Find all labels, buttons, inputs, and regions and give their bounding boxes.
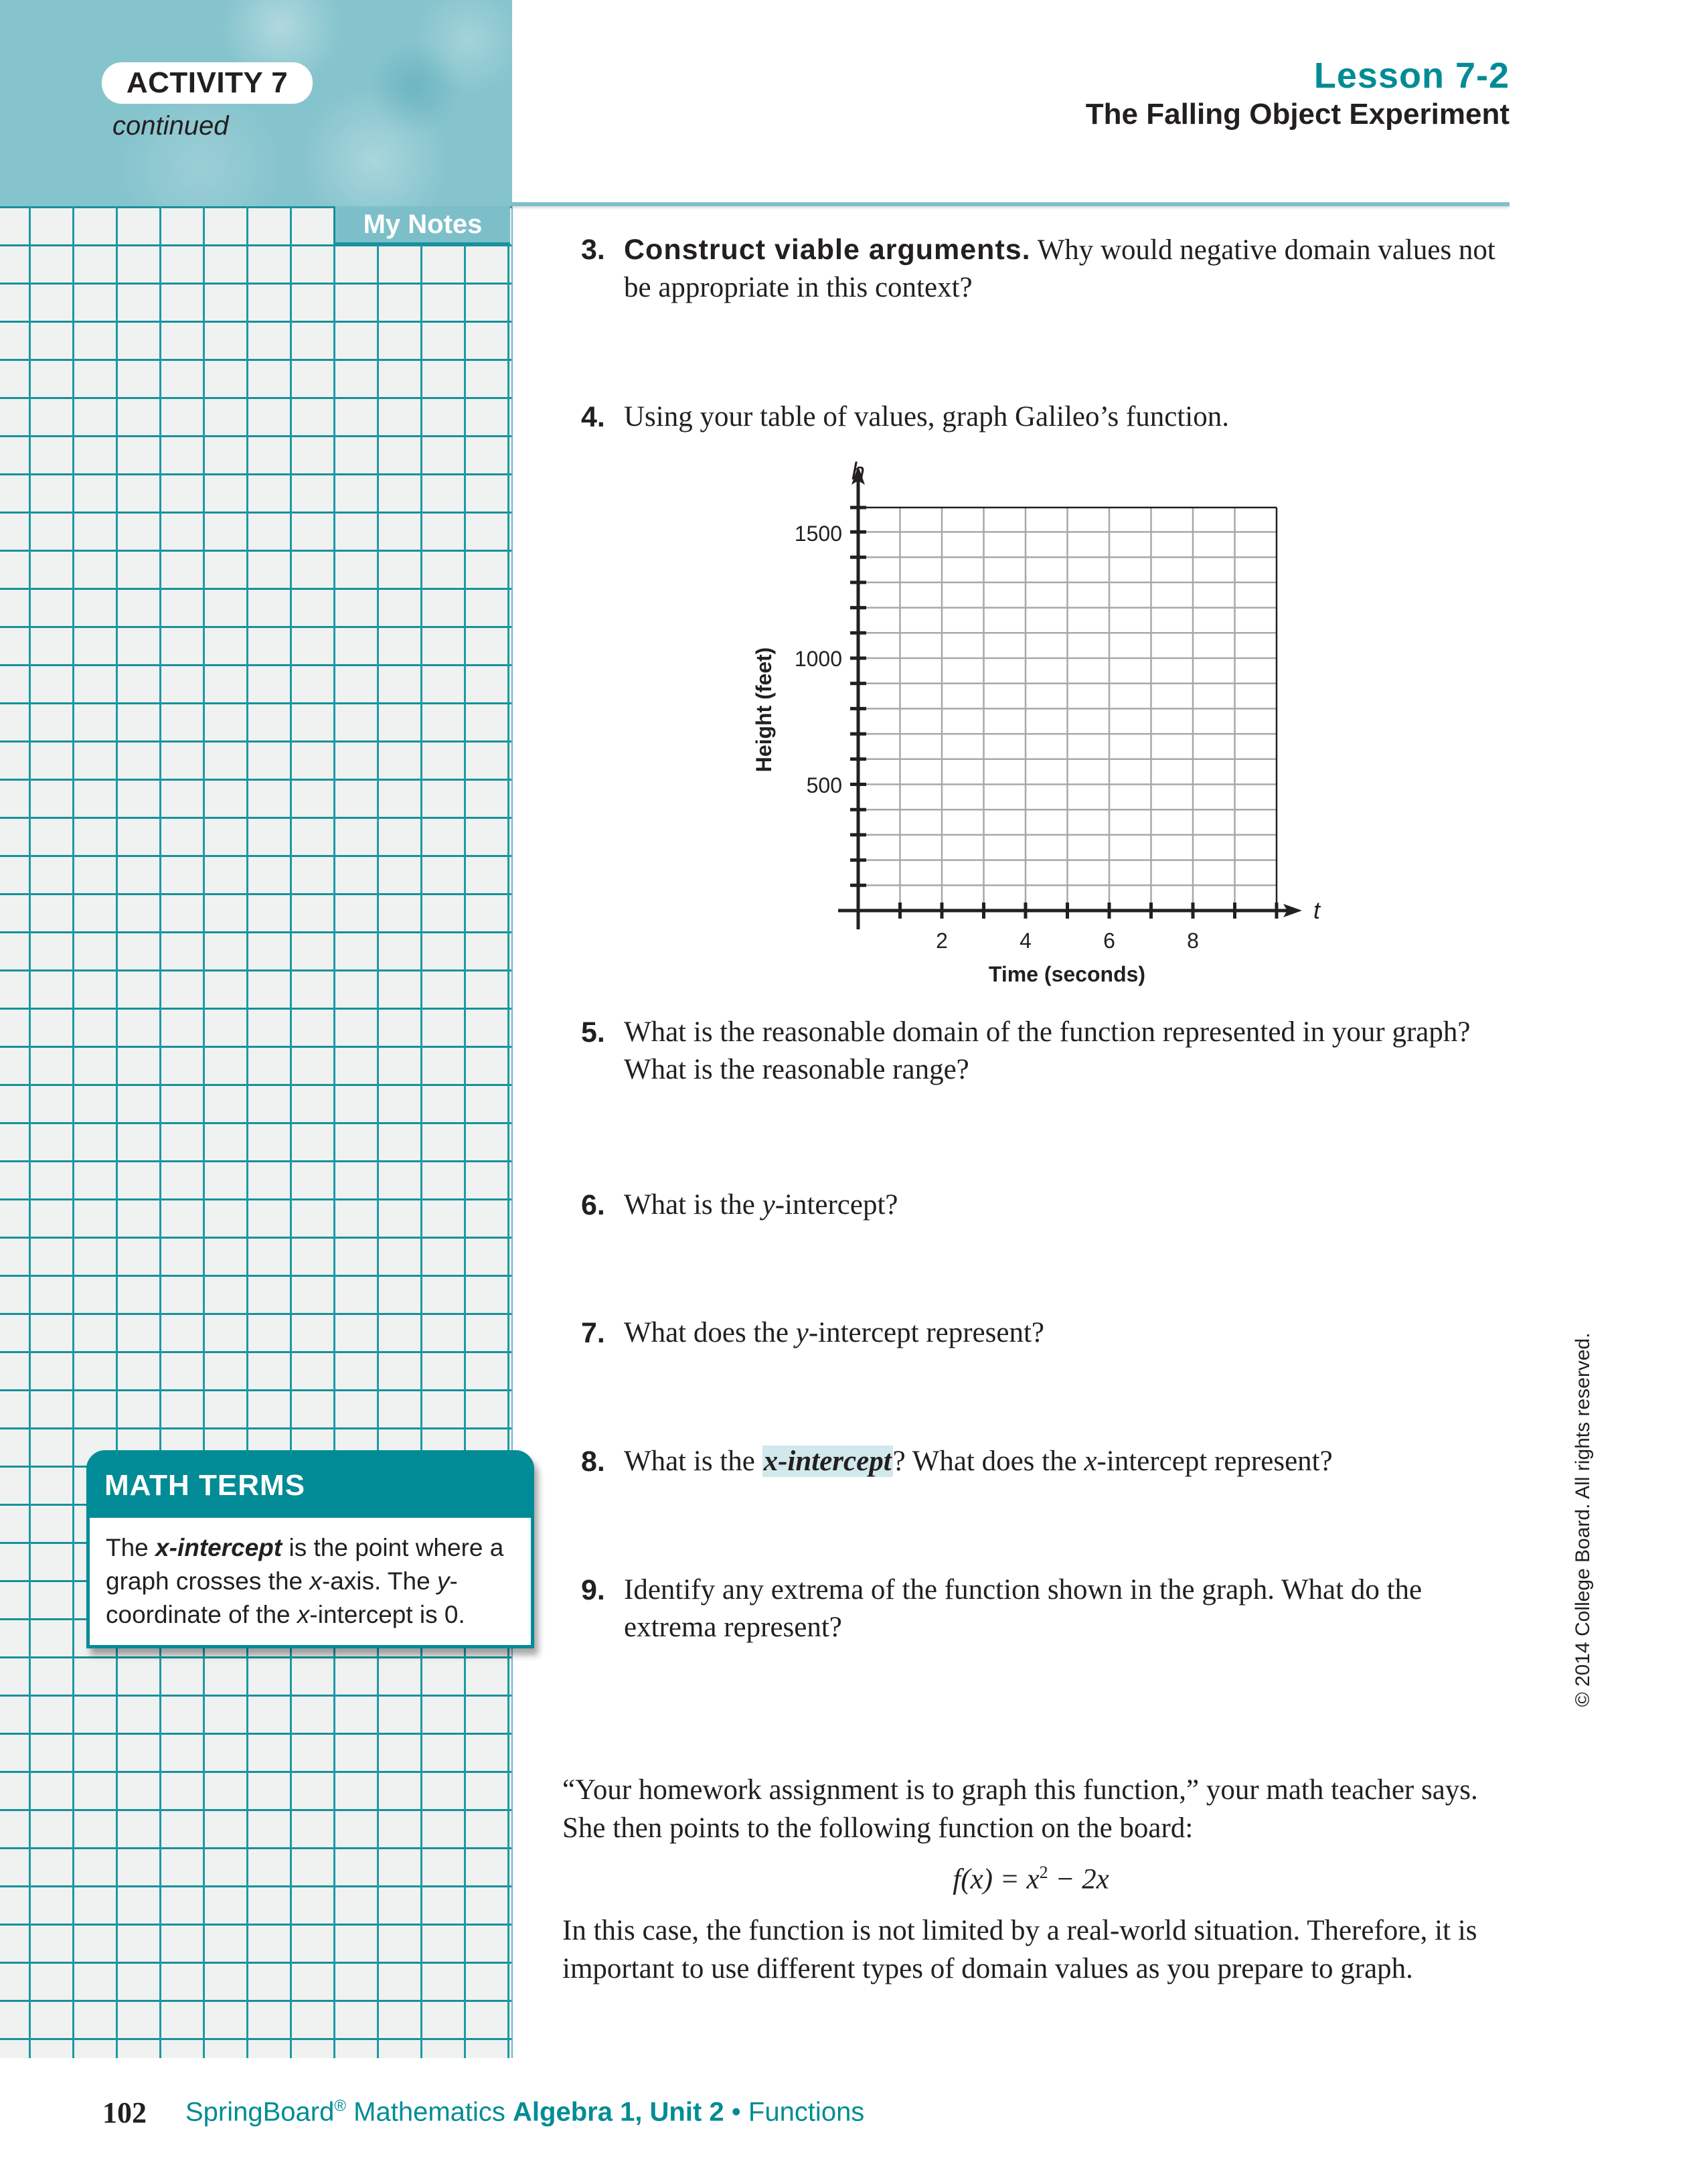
footer-product: Mathematics bbox=[346, 2097, 513, 2127]
page-number: 102 bbox=[102, 2096, 147, 2129]
math-terms-title: MATH TERMS bbox=[90, 1454, 531, 1518]
variable-x: x bbox=[297, 1601, 310, 1628]
formula-rhs: − 2x bbox=[1048, 1863, 1109, 1895]
question-number: 7. bbox=[581, 1317, 605, 1349]
variable-y: y bbox=[762, 1189, 775, 1221]
question-text: What is the bbox=[624, 1446, 762, 1477]
my-notes-grid[interactable] bbox=[0, 206, 513, 2058]
y-tick-label: 1500 bbox=[794, 522, 842, 546]
definition-text: -intercept is 0. bbox=[309, 1601, 465, 1628]
question-lead: Construct viable arguments. bbox=[624, 234, 1031, 266]
h-axis-variable: h bbox=[851, 457, 866, 485]
registered-mark: ® bbox=[334, 2097, 347, 2115]
question-number: 6. bbox=[581, 1189, 605, 1221]
question-text: Identify any extrema of the function shown in the graph. What do the extrema represent? bbox=[624, 1574, 1422, 1643]
lesson-number: Lesson 7-2 bbox=[1313, 56, 1510, 96]
math-terms-box bbox=[86, 1450, 534, 1648]
question-number: 3. bbox=[581, 234, 605, 266]
activity-label: ACTIVITY 7 bbox=[102, 62, 313, 104]
question-8 bbox=[581, 1443, 1505, 1480]
question-text: Using your table of values, graph Galileo’s function. bbox=[624, 401, 1229, 433]
homework-paragraph: “Your homework assignment is to graph this function,” your math teacher says. She then points to the following function on the board: bbox=[562, 1774, 1478, 1844]
footer-brand: SpringBoard bbox=[185, 2097, 335, 2127]
definition-text: is the point where a graph crosses the bbox=[106, 1534, 504, 1595]
height-vs-time-graph[interactable] bbox=[736, 455, 1339, 1004]
question-number: 5. bbox=[581, 1016, 605, 1048]
footer-course: Algebra 1, Unit 2 bbox=[513, 2097, 724, 2127]
continued-label: continued bbox=[112, 111, 229, 141]
question-text: What is the reasonable domain of the function represented in your graph? What is the reasonable range? bbox=[624, 1016, 1471, 1085]
function-formula bbox=[562, 1863, 1499, 1895]
copyright-notice: © 2014 College Board. All rights reserved. bbox=[1572, 1332, 1594, 1707]
y-tick-label: 500 bbox=[806, 773, 842, 797]
question-text: -intercept represent? bbox=[808, 1317, 1044, 1348]
question-5 bbox=[581, 1014, 1505, 1089]
question-9 bbox=[581, 1571, 1505, 1646]
math-term-highlight[interactable]: x-intercept bbox=[763, 1446, 892, 1477]
footer-separator: • bbox=[724, 2097, 748, 2127]
x-axis-title: Time (seconds) bbox=[988, 962, 1146, 986]
definition-term: x-intercept bbox=[155, 1534, 282, 1561]
question-text: ? What does the bbox=[892, 1446, 1084, 1477]
question-text: Why would negative domain values not be appropriate in this context? bbox=[624, 234, 1495, 303]
formula-lhs: f(x) = x bbox=[953, 1863, 1040, 1895]
header-divider bbox=[512, 202, 1510, 206]
definition-text: The bbox=[106, 1534, 156, 1561]
y-tick-label: 1000 bbox=[794, 647, 842, 671]
math-terms-definition bbox=[106, 1531, 520, 1632]
grid-lines bbox=[858, 508, 1277, 911]
y-axis-title: Height (feet) bbox=[752, 647, 776, 773]
definition-text: -axis. The bbox=[321, 1567, 437, 1595]
question-text: What does the bbox=[624, 1317, 796, 1348]
footer-course-info bbox=[185, 2097, 864, 2127]
definition-text: -coordinate of the bbox=[106, 1567, 458, 1628]
question-6 bbox=[581, 1186, 1505, 1224]
x-tick-label: 8 bbox=[1187, 929, 1199, 953]
variable-y: y bbox=[436, 1567, 450, 1595]
question-number: 4. bbox=[581, 401, 605, 433]
question-text: -intercept represent? bbox=[1096, 1446, 1333, 1477]
question-text: -intercept? bbox=[775, 1189, 898, 1221]
footer-unit-title: Functions bbox=[748, 2097, 865, 2127]
variable-x: x bbox=[1084, 1446, 1097, 1477]
variable-x: x bbox=[309, 1567, 322, 1595]
formula-exponent: 2 bbox=[1039, 1863, 1048, 1882]
x-tick-label: 4 bbox=[1020, 929, 1032, 953]
question-7 bbox=[581, 1314, 1505, 1352]
domain-paragraph: In this case, the function is not limited by a real-world situation. Therefore, it is important to use different types of domain values as you prepare to graph. bbox=[562, 1915, 1477, 1984]
question-number: 8. bbox=[581, 1446, 605, 1478]
question-4 bbox=[581, 398, 1505, 436]
my-notes-label: My Notes bbox=[333, 206, 510, 244]
question-text: What is the bbox=[624, 1189, 762, 1221]
lesson-title: The Falling Object Experiment bbox=[1085, 98, 1510, 131]
x-tick-label: 6 bbox=[1103, 929, 1115, 953]
question-3 bbox=[581, 231, 1505, 307]
x-tick-label: 2 bbox=[936, 929, 948, 953]
variable-y: y bbox=[795, 1317, 809, 1348]
question-number: 9. bbox=[581, 1574, 605, 1606]
t-axis-variable: t bbox=[1313, 896, 1321, 924]
